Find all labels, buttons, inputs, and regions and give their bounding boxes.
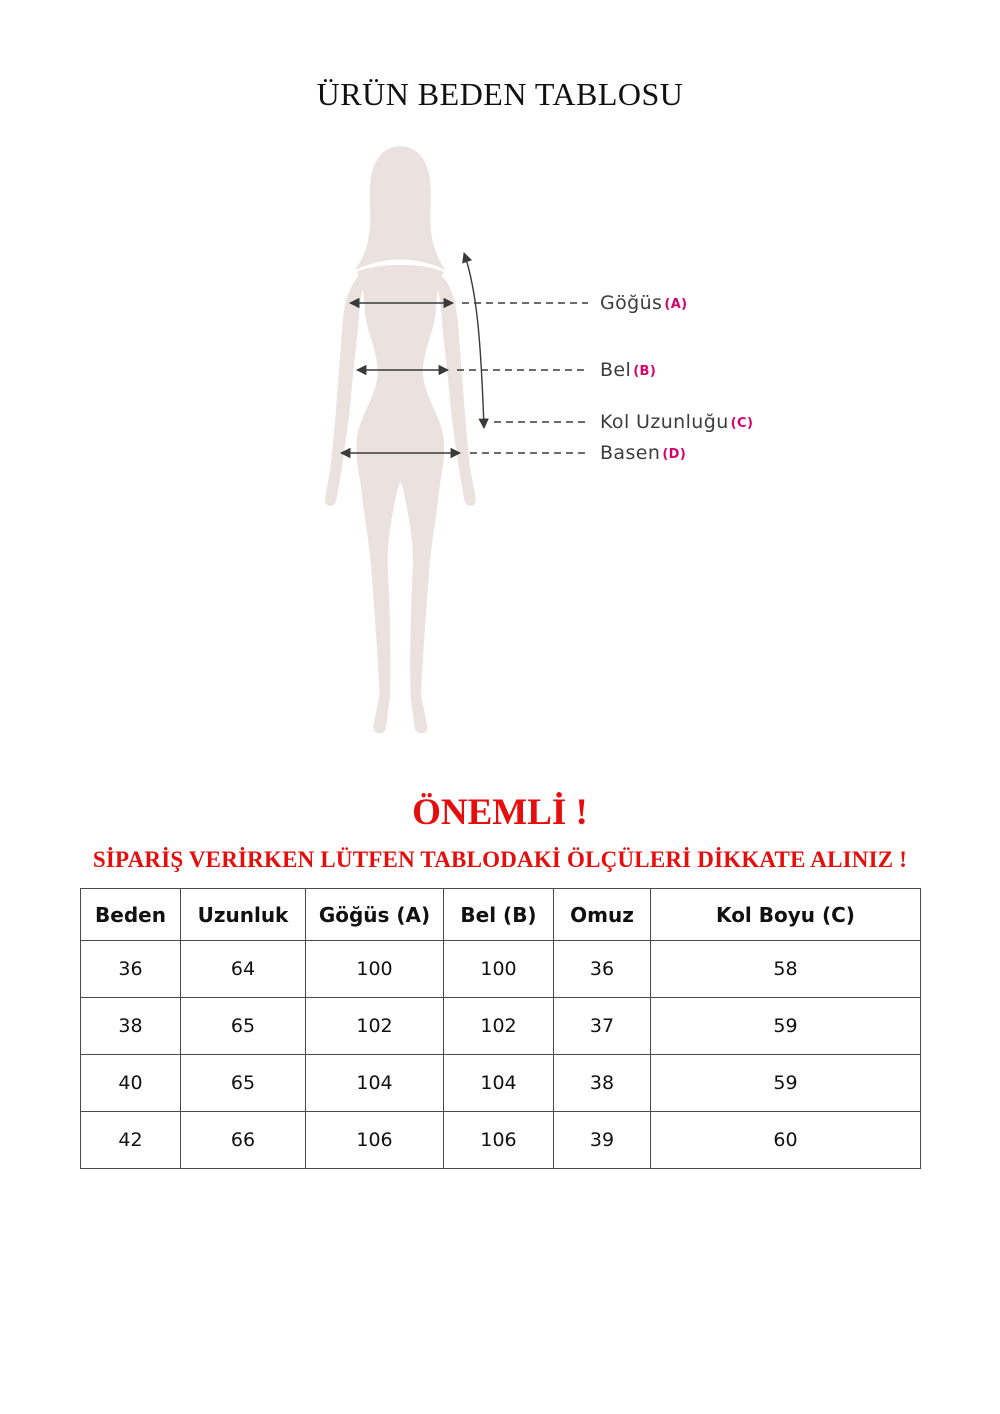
header-gogus: Göğüs (A) [306, 889, 444, 941]
leader-lines [457, 303, 588, 453]
table-row [81, 998, 921, 1055]
table-cell: 59 [651, 998, 921, 1055]
header-beden: Beden [81, 889, 181, 941]
hip-label [600, 442, 686, 466]
chest-label-letter: (A) [664, 297, 688, 312]
table-cell: 102 [306, 998, 444, 1055]
table-cell: 36 [554, 941, 651, 998]
waist-label-letter: (B) [633, 364, 657, 379]
table-cell: 60 [651, 1112, 921, 1169]
table-cell: 65 [181, 998, 306, 1055]
chest-label-text: Göğüs [600, 292, 663, 314]
table-row [81, 1055, 921, 1112]
arm-length-label-text: Kol Uzunluğu [600, 411, 729, 433]
table-cell: 104 [444, 1055, 554, 1112]
header-bel: Bel (B) [444, 889, 554, 941]
hip-label-text: Basen [600, 442, 661, 464]
table-cell: 36 [81, 941, 181, 998]
table-cell: 58 [651, 941, 921, 998]
table-cell: 106 [444, 1112, 554, 1169]
table-cell: 38 [81, 998, 181, 1055]
header-kol-boyu: Kol Boyu (C) [651, 889, 921, 941]
table-cell: 64 [181, 941, 306, 998]
chest-label [600, 292, 688, 316]
waist-label-text: Bel [600, 359, 632, 381]
header-omuz: Omuz [554, 889, 651, 941]
table-cell: 42 [81, 1112, 181, 1169]
table-cell: 38 [554, 1055, 651, 1112]
hip-label-letter: (D) [662, 447, 687, 462]
table-cell: 37 [554, 998, 651, 1055]
table-row [81, 941, 921, 998]
page-title: ÜRÜN BEDEN TABLOSU [316, 76, 684, 112]
silhouette-head [355, 146, 446, 270]
silhouette-right-arm [437, 274, 475, 506]
table-cell: 65 [181, 1055, 306, 1112]
table-row [81, 1112, 921, 1169]
size-table-header-row [81, 889, 921, 941]
silhouette-torso-legs [356, 265, 444, 733]
size-table [80, 888, 921, 1169]
table-cell: 66 [181, 1112, 306, 1169]
table-cell: 59 [651, 1055, 921, 1112]
table-cell: 106 [306, 1112, 444, 1169]
table-cell: 39 [554, 1112, 651, 1169]
table-cell: 104 [306, 1055, 444, 1112]
important-subheading: SİPARİŞ VERİRKEN LÜTFEN TABLODAKİ ÖLÇÜLERİ DİKKATE ALINIZ ! [92, 847, 908, 872]
arm-length-label-letter: (C) [730, 416, 754, 431]
waist-label [600, 359, 656, 383]
header-uzunluk: Uzunluk [181, 889, 306, 941]
table-cell: 40 [81, 1055, 181, 1112]
table-cell: 102 [444, 998, 554, 1055]
table-cell: 100 [306, 941, 444, 998]
body-silhouette [325, 146, 476, 733]
silhouette-left-arm [325, 274, 363, 506]
important-heading: ÖNEMLİ ! [412, 792, 588, 833]
table-cell: 100 [444, 941, 554, 998]
arm-length-label [600, 411, 753, 435]
arm-length-arrow [464, 253, 484, 428]
